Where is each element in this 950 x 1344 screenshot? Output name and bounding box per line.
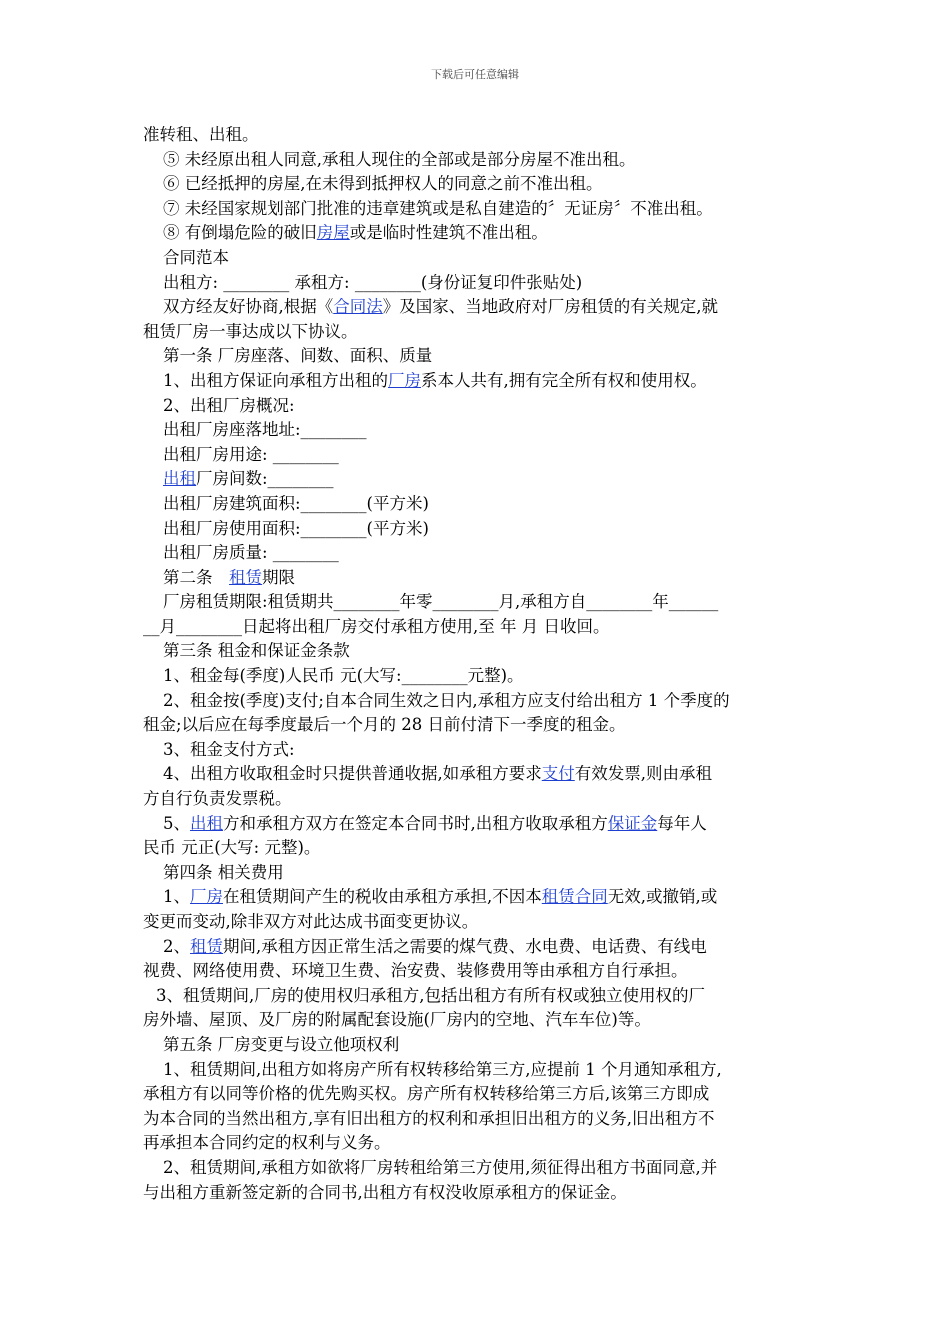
inline-link[interactable]: 保证金 bbox=[607, 813, 658, 833]
text-segment: 4、出租方收取租金时只提供普通收据,如承租方要求 bbox=[163, 764, 542, 784]
text-line bbox=[143, 984, 808, 1009]
text-line bbox=[143, 1058, 808, 1083]
text-line bbox=[143, 394, 808, 419]
text-segment: 2、出租厂房概况: bbox=[163, 395, 295, 415]
text-line bbox=[143, 615, 808, 640]
text-segment: 准转租、出租。 bbox=[143, 125, 259, 144]
text-line bbox=[143, 689, 808, 714]
inline-link[interactable]: 出租 bbox=[163, 469, 196, 489]
text-segment: 1、租赁期间,出租方如将房产所有权转移给第三方,应提前 1 个月通知承租方, bbox=[163, 1059, 722, 1079]
text-segment: 房外墙、屋顶、及厂房的附属配套设施(厂房内的空地、汽车车位)等。 bbox=[143, 1010, 651, 1030]
text-segment: 厂房间数:________ bbox=[196, 469, 334, 489]
page-header: 下载后可任意编辑 bbox=[431, 68, 519, 81]
text-line bbox=[143, 271, 808, 296]
text-line bbox=[143, 836, 808, 861]
text-line bbox=[143, 295, 808, 320]
text-segment: 2、租金按(季度)支付;自本合同生效之日内,承租方应支付给出租方 1 个季度的 bbox=[163, 690, 730, 710]
text-segment: 出租厂房使用面积:________(平方米) bbox=[163, 518, 429, 538]
text-line bbox=[143, 467, 808, 492]
text-segment: 3、租赁期间,厂房的使用权归承租方,包括出租方有所有权或独立使用权的厂 bbox=[156, 985, 705, 1005]
text-segment: 方自行负责发票税。 bbox=[143, 789, 292, 809]
text-segment: 租赁厂房一事达成以下协议。 bbox=[143, 321, 358, 341]
text-line bbox=[143, 246, 808, 271]
text-line bbox=[143, 148, 808, 173]
text-line bbox=[143, 443, 808, 468]
text-line bbox=[143, 221, 808, 246]
text-segment: 视费、网络使用费、环境卫生费、治安费、装修费用等由承租方自行承担。 bbox=[143, 961, 688, 981]
text-segment: 期间,承租方因正常生活之需要的煤气费、水电费、电话费、有线电 bbox=[223, 936, 707, 956]
text-line bbox=[143, 1131, 808, 1156]
text-segment: 出租厂房用途: ________ bbox=[163, 444, 339, 464]
text-segment: 无效,或撤销,或 bbox=[607, 887, 718, 907]
text-segment: 厂房租赁期限:租赁期共________年零________月,承租方自________年______ bbox=[163, 592, 719, 612]
text-segment: 出租方: ________ 承租方: ________(身份证复印件张贴处) bbox=[163, 272, 583, 292]
text-segment: 出租厂房建筑面积:________(平方米) bbox=[163, 493, 429, 513]
text-segment: 第三条 租金和保证金条款 bbox=[163, 641, 350, 661]
text-segment: 第一条 厂房座落、间数、面积、质量 bbox=[163, 346, 433, 366]
text-segment: 期限 bbox=[262, 567, 295, 587]
text-line bbox=[143, 320, 808, 345]
inline-link[interactable]: 房屋 bbox=[316, 223, 350, 243]
text-line bbox=[143, 639, 808, 664]
text-line bbox=[143, 123, 808, 148]
text-line bbox=[143, 762, 808, 787]
text-line bbox=[143, 1008, 808, 1033]
text-segment: 出租厂房座落地址:________ bbox=[163, 420, 367, 440]
text-line bbox=[143, 713, 808, 738]
text-segment: ⑧ 有倒塌危险的破旧 bbox=[163, 223, 317, 243]
text-segment: 或是临时性建筑不准出租。 bbox=[349, 223, 548, 243]
text-segment: ⑤ 未经原出租人同意,承租人现住的全部或是部分房屋不准出租。 bbox=[163, 149, 636, 169]
text-line bbox=[143, 590, 808, 615]
text-line bbox=[143, 959, 808, 984]
text-segment: 每年人 bbox=[657, 813, 707, 833]
inline-link[interactable]: 租赁 bbox=[229, 567, 262, 587]
text-line bbox=[143, 1156, 808, 1181]
text-segment: 2、租赁期间,承租方如欲将厂房转租给第三方使用,须征得出租方书面同意,并 bbox=[163, 1157, 718, 1177]
text-segment: 民币 元正(大写: 元整)。 bbox=[143, 838, 321, 858]
text-segment: 1、租金每(季度)人民币 元(大写:________元整)。 bbox=[163, 666, 524, 686]
inline-link[interactable]: 出租 bbox=[190, 813, 223, 833]
text-line bbox=[143, 787, 808, 812]
text-segment: __月________日起将出租厂房交付承租方使用,至 年 月 日收回。 bbox=[143, 616, 610, 636]
text-line bbox=[143, 418, 808, 443]
text-line bbox=[143, 885, 808, 910]
text-line bbox=[143, 935, 808, 960]
text-line bbox=[143, 812, 808, 837]
text-segment: 》及国家、当地政府对厂房租赁的有关规定,就 bbox=[382, 297, 718, 317]
text-segment: 合同范本 bbox=[163, 247, 229, 267]
text-line bbox=[143, 861, 808, 886]
text-line bbox=[143, 566, 808, 591]
text-segment: 1、出租方保证向承租方出租的 bbox=[163, 370, 388, 390]
text-segment: 1、 bbox=[163, 887, 190, 907]
text-segment: 方和承租方双方在签定本合同书时,出租方收取承租方 bbox=[223, 813, 608, 833]
text-line bbox=[143, 1033, 808, 1058]
text-line bbox=[143, 369, 808, 394]
text-segment: 租金;以后应在每季度最后一个月的 28 日前付清下一季度的租金。 bbox=[143, 715, 626, 735]
inline-link[interactable]: 支付 bbox=[541, 764, 575, 784]
inline-link[interactable]: 租赁合同 bbox=[541, 887, 608, 907]
inline-link[interactable]: 合同法 bbox=[333, 297, 383, 317]
text-segment: 变更而变动,除非双方对此达成书面变更协议。 bbox=[143, 912, 479, 931]
text-segment: 第五条 厂房变更与设立他项权利 bbox=[163, 1034, 400, 1054]
text-line bbox=[143, 197, 808, 222]
text-line bbox=[143, 910, 808, 935]
text-line bbox=[143, 1107, 808, 1132]
text-segment: 3、租金支付方式: bbox=[163, 739, 295, 759]
inline-link[interactable]: 厂房 bbox=[388, 370, 421, 390]
text-segment: 双方经友好协商,根据《 bbox=[163, 297, 334, 317]
text-segment: 为本合同的当然出租方,享有旧出租方的权利和承担旧出租方的义务,旧出租方不 bbox=[143, 1108, 715, 1128]
text-segment: 系本人共有,拥有完全所有权和使用权。 bbox=[421, 370, 707, 390]
text-segment: ⑦ 未经国家规划部门批准的违章建筑或是私自建造的〞无证房〞不准出租。 bbox=[163, 198, 713, 218]
text-segment: 与出租方重新签定新的合同书,出租方有权没收原承租方的保证金。 bbox=[143, 1182, 627, 1202]
text-segment: 第四条 相关费用 bbox=[163, 862, 284, 882]
text-segment: 出租厂房质量: ________ bbox=[163, 543, 339, 563]
text-line bbox=[143, 344, 808, 369]
text-segment: 在租赁期间产生的税收由承租方承担,不因本 bbox=[223, 887, 542, 907]
text-line bbox=[143, 738, 808, 763]
text-line bbox=[143, 1181, 808, 1206]
text-line bbox=[143, 664, 808, 689]
document-body bbox=[143, 123, 808, 1205]
text-segment: ⑥ 已经抵押的房屋,在未得到抵押权人的同意之前不准出租。 bbox=[163, 174, 603, 194]
inline-link[interactable]: 厂房 bbox=[190, 887, 223, 907]
text-segment: 5、 bbox=[163, 813, 190, 833]
text-segment: 第二条 bbox=[163, 567, 229, 587]
text-line bbox=[143, 172, 808, 197]
text-segment: 2、 bbox=[163, 936, 190, 956]
text-segment: 再承担本合同约定的权利与义务。 bbox=[143, 1133, 391, 1153]
text-line bbox=[143, 541, 808, 566]
text-line bbox=[143, 1082, 808, 1107]
text-segment: 承租方有以同等价格的优先购买权。房产所有权转移给第三方后,该第三方即成 bbox=[143, 1084, 710, 1104]
text-line bbox=[143, 492, 808, 517]
text-segment: 有效发票,则由承租 bbox=[574, 764, 712, 784]
text-line bbox=[143, 517, 808, 542]
inline-link[interactable]: 租赁 bbox=[190, 936, 223, 956]
